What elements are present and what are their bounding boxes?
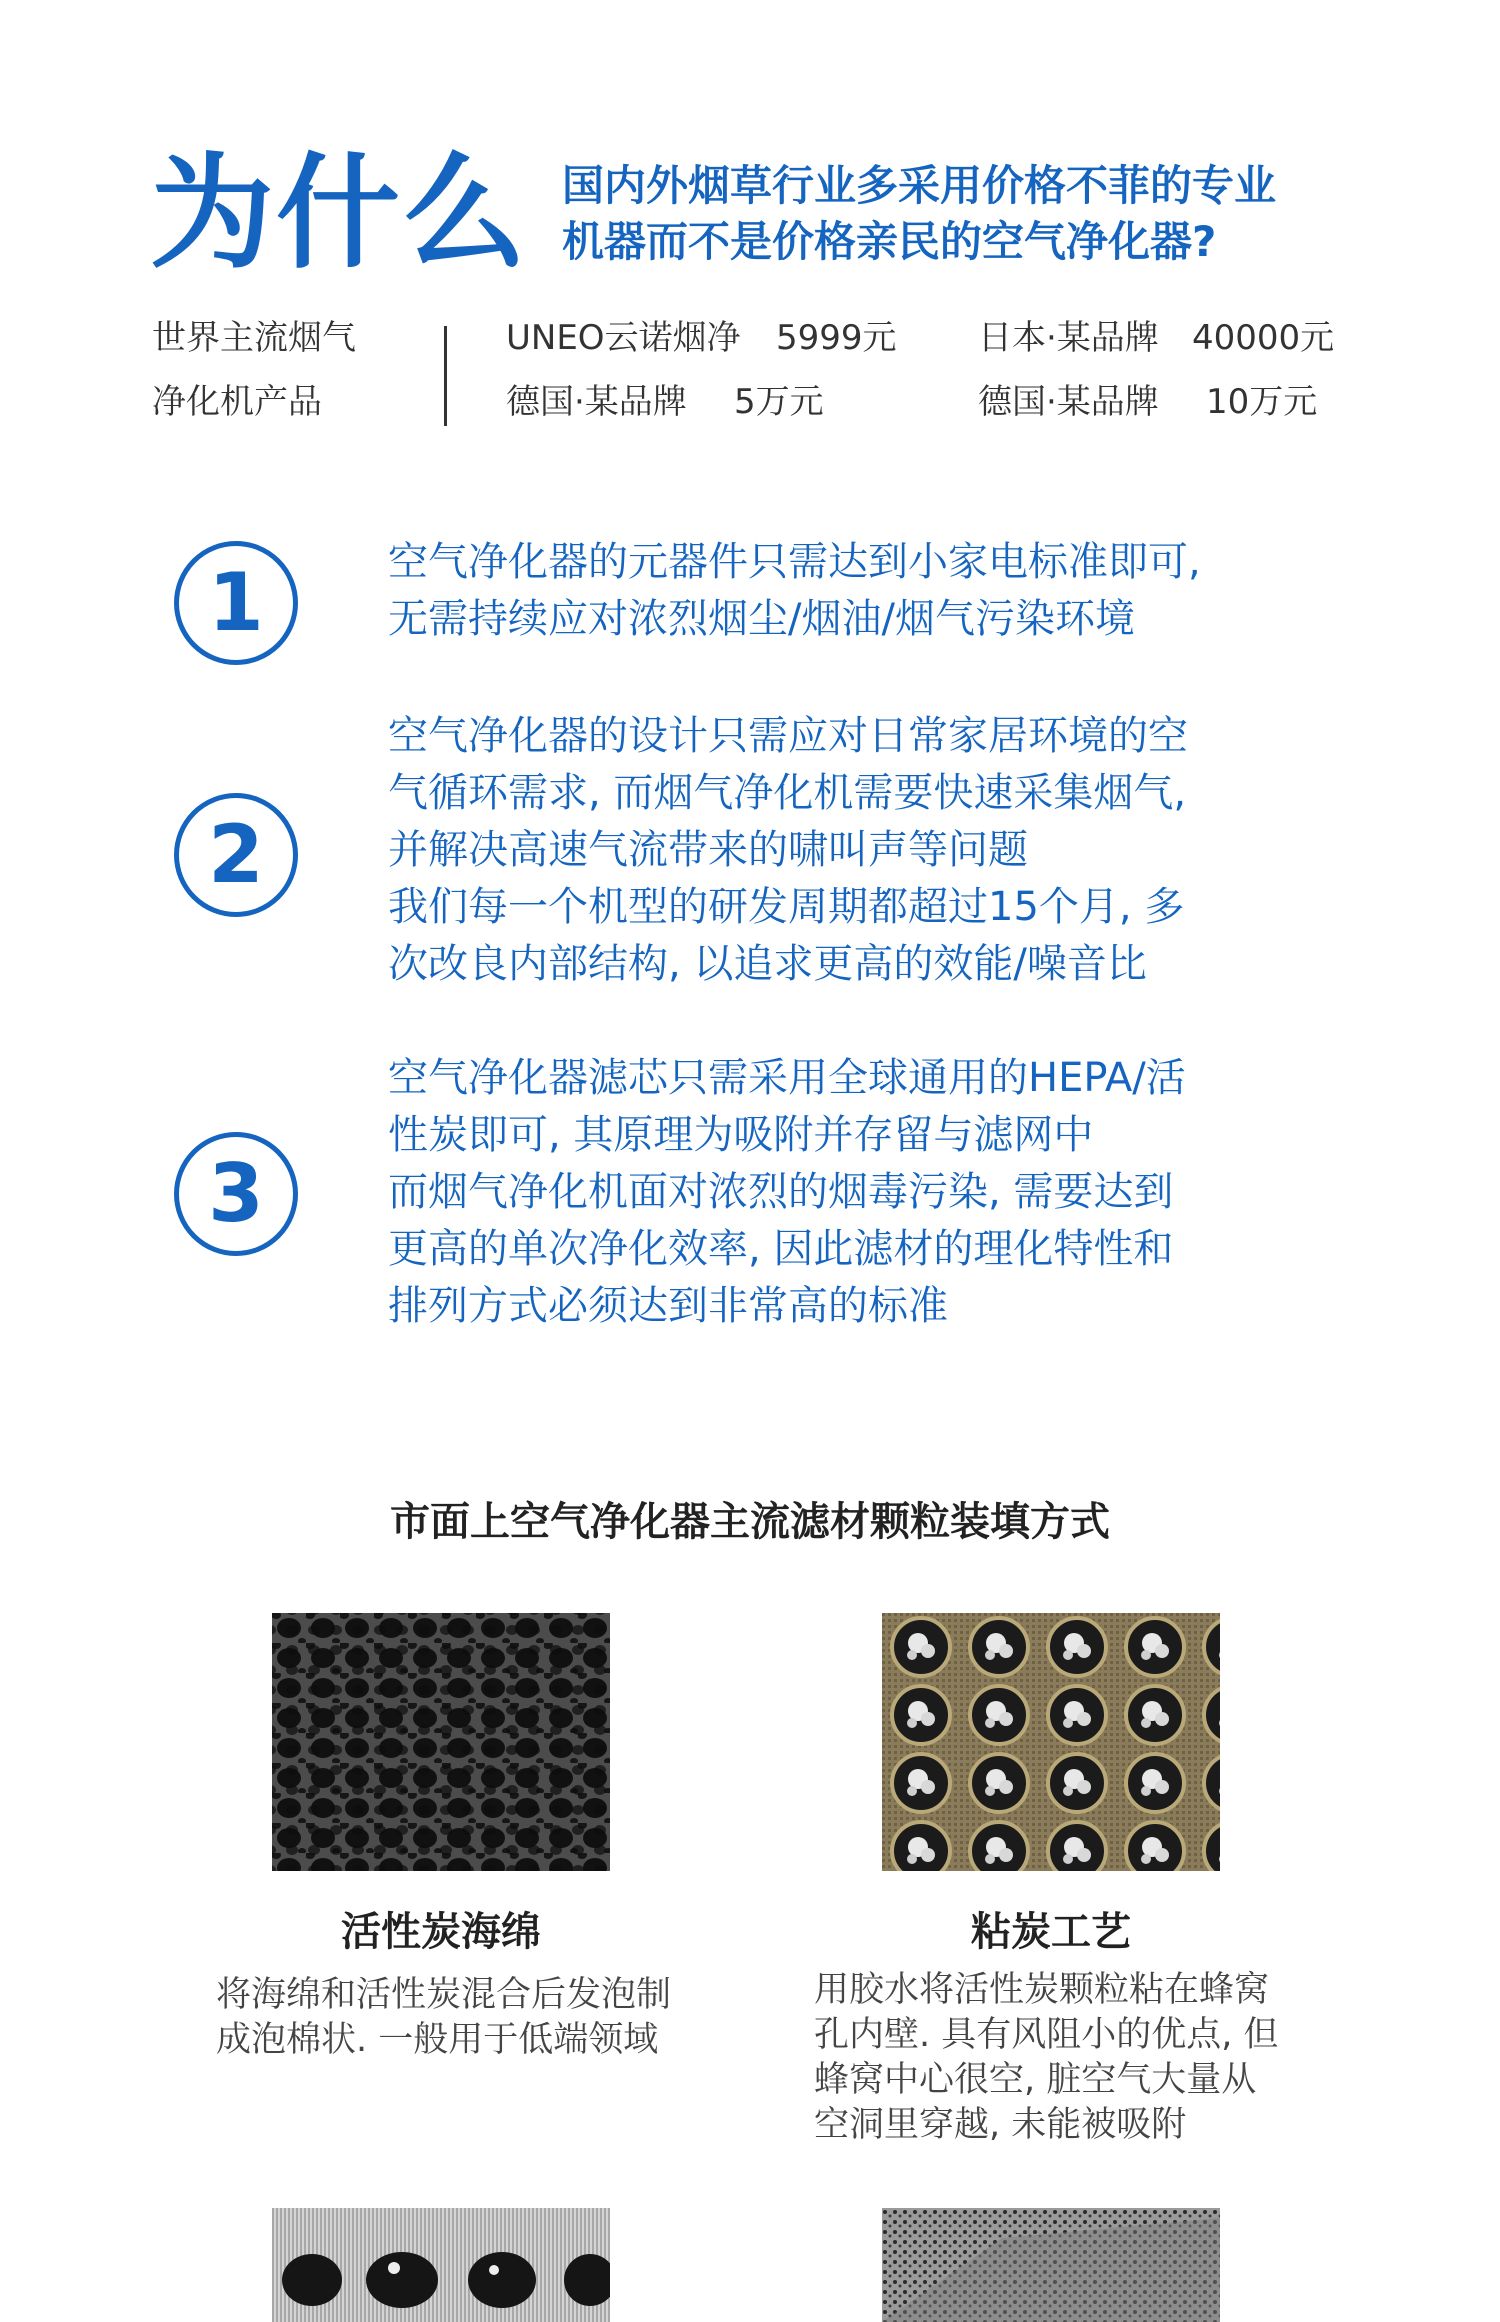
point-line: 我们每一个机型的研发周期都超过15个月, 多 bbox=[388, 884, 1185, 930]
point-text bbox=[388, 1050, 1186, 1335]
method-description bbox=[814, 1968, 1279, 2148]
product-price: 40000元 bbox=[1192, 318, 1335, 358]
point-text bbox=[388, 708, 1188, 993]
product-name: 德国·某品牌 bbox=[978, 382, 1159, 422]
description-line: 将海绵和活性炭混合后发泡制 bbox=[216, 1975, 672, 2015]
point-line: 无需持续应对浓烈烟尘/烟油/烟气污染环境 bbox=[388, 596, 1135, 642]
page-subheading bbox=[562, 158, 1276, 270]
subheading-line: 国内外烟草行业多采用价格不菲的专业 bbox=[562, 161, 1277, 210]
point-line: 空气净化器滤芯只需采用全球通用的HEPA/活 bbox=[388, 1055, 1186, 1101]
product-price: 5万元 bbox=[734, 382, 824, 422]
filter-material-photo bbox=[882, 2208, 1220, 2322]
product-price: 10万元 bbox=[1206, 382, 1318, 422]
point-text bbox=[388, 534, 1201, 648]
number-badge: 3 bbox=[174, 1132, 298, 1256]
comparison-label-line: 净化机产品 bbox=[152, 382, 322, 422]
point-line: 气循环需求, 而烟气净化机需要快速采集烟气, bbox=[388, 770, 1187, 816]
description-line: 蜂窝中心很空, 脏空气大量从 bbox=[814, 2060, 1257, 2100]
section-title: 市面上空气净化器主流滤材颗粒装填方式 bbox=[390, 1499, 1110, 1545]
description-line: 用胶水将活性炭颗粒粘在蜂窝 bbox=[814, 1970, 1270, 2010]
product-price: 5999元 bbox=[776, 318, 897, 358]
point-line: 更高的单次净化效率, 因此滤材的理化特性和 bbox=[388, 1226, 1174, 1272]
vertical-divider bbox=[444, 326, 447, 426]
product-name: UNEO云诺烟净 bbox=[506, 318, 741, 358]
number-badge: 1 bbox=[174, 541, 298, 665]
page-heading: 为什么 bbox=[150, 142, 529, 286]
description-line: 孔内壁. 具有风阻小的优点, 但 bbox=[814, 2015, 1279, 2055]
comparison-label-line: 世界主流烟气 bbox=[152, 318, 356, 358]
product-name: 日本·某品牌 bbox=[978, 318, 1159, 358]
carbon-sponge-photo bbox=[272, 1613, 610, 1871]
filter-material-photo bbox=[272, 2208, 610, 2322]
method-name: 活性炭海绵 bbox=[341, 1909, 541, 1955]
description-line: 空洞里穿越, 未能被吸附 bbox=[814, 2105, 1187, 2145]
point-line: 空气净化器的设计只需应对日常家居环境的空 bbox=[388, 713, 1188, 759]
description-line: 成泡棉状. 一般用于低端领域 bbox=[216, 2020, 659, 2060]
point-line: 并解决高速气流带来的啸叫声等问题 bbox=[388, 827, 1028, 873]
product-name: 德国·某品牌 bbox=[506, 382, 687, 422]
point-line: 次改良内部结构, 以追求更高的效能/噪音比 bbox=[388, 941, 1147, 987]
point-line: 而烟气净化机面对浓烈的烟毒污染, 需要达到 bbox=[388, 1169, 1174, 1215]
number-badge: 2 bbox=[174, 793, 298, 917]
method-description bbox=[216, 1973, 671, 2063]
point-line: 排列方式必须达到非常高的标准 bbox=[388, 1283, 948, 1329]
point-line: 空气净化器的元器件只需达到小家电标准即可, bbox=[388, 539, 1201, 585]
method-name: 粘炭工艺 bbox=[971, 1909, 1131, 1955]
subheading-line: 机器而不是价格亲民的空气净化器? bbox=[562, 217, 1217, 266]
honeycomb-carbon-photo bbox=[882, 1613, 1220, 1871]
point-line: 性炭即可, 其原理为吸附并存留与滤网中 bbox=[388, 1112, 1094, 1158]
